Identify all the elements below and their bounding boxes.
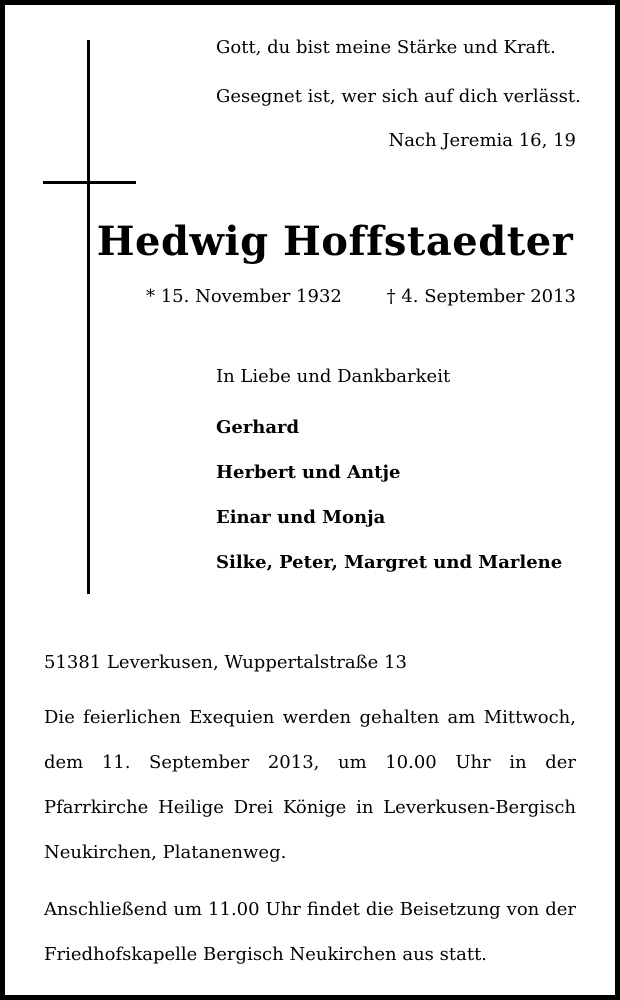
burial-paragraph: Anschließend um 11.00 Uhr findet die Beisetzung von der Friedhofskapelle Bergisch Neukirchen aus statt. (44, 899, 576, 965)
verse-line-2: Gesegnet ist, wer sich auf dich verlässt. (216, 86, 581, 107)
death-date: † 4. September 2013 (386, 286, 576, 307)
mourners-intro: In Liebe und Dankbarkeit (216, 366, 451, 387)
cross-horizontal-bar (43, 181, 136, 184)
verse-reference: Nach Jeremia 16, 19 (388, 130, 576, 151)
mourners-list (216, 416, 562, 596)
mourner-name: Herbert und Antje (216, 462, 401, 483)
mourner-name: Gerhard (216, 417, 300, 438)
address: 51381 Leverkusen, Wuppertalstraße 13 (44, 652, 407, 673)
service-paragraph: Die feierlichen Exequien werden gehalten am Mittwoch, dem 11. September 2013, um 10.00 Uhr in der Pfarrkirche Heilige Drei Könige in Leverkusen-Bergisch Neukirchen, Platanenweg. (44, 707, 576, 863)
birth-date: * 15. November 1932 (146, 286, 342, 307)
deceased-name: Hedwig Hoffstaedter (96, 218, 574, 265)
verse-line-1: Gott, du bist meine Stärke und Kraft. (216, 37, 556, 58)
mourner-name: Einar und Monja (216, 507, 386, 528)
cross-vertical-bar (87, 40, 90, 594)
mourner-name: Silke, Peter, Margret und Marlene (216, 552, 563, 573)
